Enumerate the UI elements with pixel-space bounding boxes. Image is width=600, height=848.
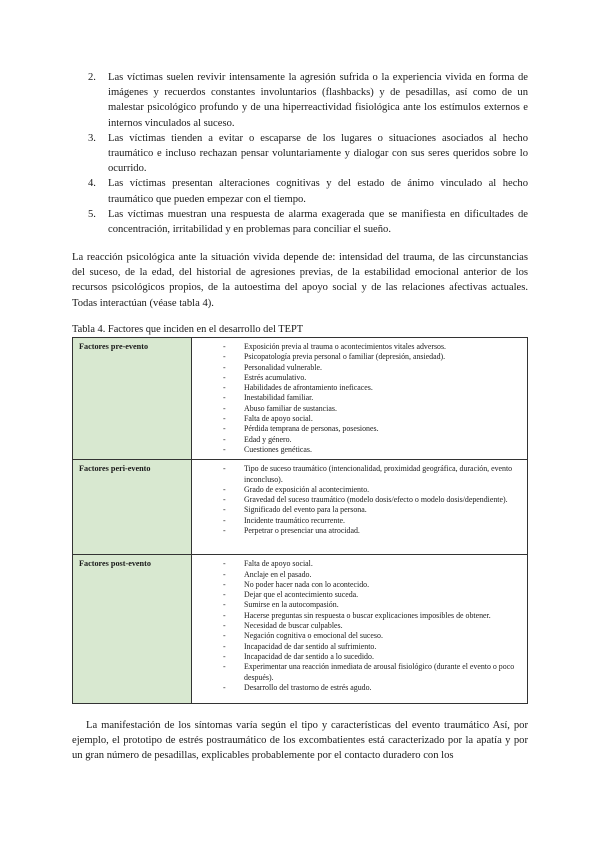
factor-item-text: Perpetrar o presenciar una atrocidad.: [244, 526, 360, 536]
factor-item: [198, 435, 521, 445]
factor-list-cell: [192, 555, 528, 704]
factor-item: [198, 414, 521, 424]
list-item-text: Las víctimas suelen revivir intensamente la agresión sufrida o la experiencia vivida en forma de imágenes y recuerdos constantes involuntarios (flashbacks) y de pesadillas, así como de un malestar psicológico profundo y de una hiperreactividad fisiológica ante los estímulos externos e internos vinculados al suceso.: [108, 72, 528, 129]
factor-item-text: Dejar que el acontecimiento suceda.: [244, 590, 359, 600]
list-item-number: 3.: [88, 132, 96, 144]
factor-item-text: Inestabilidad familiar.: [244, 393, 314, 403]
factor-item: [198, 526, 521, 536]
dash-bullet: -: [223, 362, 226, 372]
dash-bullet: -: [223, 631, 226, 641]
factor-item: [198, 485, 521, 495]
dash-bullet: -: [223, 424, 226, 434]
factor-item-text: Edad y género.: [244, 434, 292, 444]
factor-item-text: Falta de apoyo social.: [244, 559, 313, 569]
dash-bullet: -: [223, 600, 226, 610]
factor-item: [198, 383, 521, 393]
factor-item: [198, 495, 521, 505]
list-item-number: 4.: [88, 178, 96, 190]
factor-item: [198, 611, 521, 621]
factor-item: [198, 464, 521, 485]
list-item: [72, 70, 528, 131]
dash-bullet: -: [223, 682, 226, 692]
factor-item: [198, 580, 521, 590]
factor-item-text: Sumirse en la autocompasión.: [244, 600, 339, 610]
dash-bullet: -: [223, 403, 226, 413]
factor-item-text: Negación cognitiva o emocional del suceso.: [244, 631, 383, 641]
factor-item-text: Estrés acumulativo.: [244, 372, 307, 382]
factor-item-text: Desarrollo del trastorno de estrés agudo.: [244, 682, 372, 692]
dash-bullet: -: [223, 372, 226, 382]
dash-bullet: -: [223, 484, 226, 494]
factor-item-text: Incidente traumático recurrente.: [244, 515, 345, 525]
list-item-number: 5.: [88, 208, 96, 220]
factor-item: [198, 424, 521, 434]
factor-item: [198, 373, 521, 383]
factor-list: [198, 464, 521, 536]
dash-bullet: -: [223, 393, 226, 403]
factor-item-text: Falta de apoyo social.: [244, 414, 313, 424]
dash-bullet: -: [223, 569, 226, 579]
factor-item: [198, 352, 521, 362]
factor-item-text: Abuso familiar de sustancias.: [244, 403, 337, 413]
dash-bullet: -: [223, 444, 226, 454]
factor-item-text: Habilidades de afrontamiento ineficaces.: [244, 383, 373, 393]
factor-item: [198, 559, 521, 569]
dash-bullet: -: [223, 662, 226, 672]
factor-item-text: Cuestiones genéticas.: [244, 444, 312, 454]
list-item-text: Las víctimas muestran una respuesta de alarma exagerada que se manifiesta en dificultades de concentración, irritabilidad y en problemas para conciliar el sueño.: [108, 208, 528, 236]
list-item: [72, 207, 528, 237]
factor-category: Factores peri-evento: [73, 460, 192, 555]
dash-bullet: -: [223, 383, 226, 393]
factor-category: Factores post-evento: [73, 555, 192, 704]
factor-item-text: No poder hacer nada con lo acontecido.: [244, 579, 370, 589]
factor-item-text: Personalidad vulnerable.: [244, 362, 323, 372]
factor-item: [198, 404, 521, 414]
list-item-number: 2.: [88, 72, 96, 83]
factor-item-text: Incapacidad de dar sentido a lo sucedido.: [244, 651, 374, 661]
factor-item: [198, 642, 521, 652]
dash-bullet: -: [223, 464, 226, 474]
factor-item: [198, 363, 521, 373]
dash-bullet: -: [223, 621, 226, 631]
body-paragraph: La reacción psicológica ante la situación vivida depende de: intensidad del trauma, de las circunstancias del suceso, de la edad, del historial de agresiones previas, de la estabilidad emocional anterior de los recursos psicológicos propios, de la autoestima del apoyo social y de las relaciones afectivas actuales. Todas interactúan (véase tabla 4).: [72, 252, 528, 309]
factor-list: [198, 559, 521, 693]
dash-bullet: -: [223, 342, 226, 351]
factor-item: [198, 516, 521, 526]
factor-item-text: Exposición previa al trauma o acontecimientos vitales adversos.: [244, 342, 447, 351]
factor-item-text: Grado de exposición al acontecimiento.: [244, 484, 370, 494]
list-item-text: Las víctimas presentan alteraciones cognitivas y del estado de ánimo vinculado al hecho traumático que pueden empezar con el tiempo.: [108, 178, 528, 205]
factor-item: [198, 631, 521, 641]
factor-item-text: Necesidad de buscar culpables.: [244, 621, 343, 631]
dash-bullet: -: [223, 590, 226, 600]
factor-item-text: Experimentar una reacción inmediata de arousal fisiológico (durante el evento o poco después).: [244, 662, 515, 682]
dash-bullet: -: [223, 651, 226, 661]
factor-item: [198, 445, 521, 455]
dash-bullet: -: [223, 505, 226, 515]
factor-item-text: Pérdida temprana de personas, posesiones.: [244, 424, 379, 434]
table-caption: Tabla 4. Factores que inciden en el desarrollo del TEPT: [72, 324, 304, 335]
factor-item-text: Incapacidad de dar sentido al sufrimiento.: [244, 641, 377, 651]
dash-bullet: -: [223, 559, 226, 569]
factor-item: [198, 505, 521, 515]
numbered-list: [72, 70, 528, 237]
dash-bullet: -: [223, 526, 226, 536]
factor-item: [198, 342, 521, 352]
body-paragraph: La manifestación de los síntomas varía según el tipo y características del evento traumático Así, por ejemplo, el prototipo de estrés postraumático de los excombatientes está caracterizado por la apatía y por un gran número de pesadillas, explicables probablemente por el contacto duradero con los: [72, 720, 528, 762]
dash-bullet: -: [223, 515, 226, 525]
factor-list: [198, 342, 521, 455]
factors-table-body: [73, 338, 528, 704]
dash-bullet: -: [223, 495, 226, 505]
factor-category: Factores pre-evento: [73, 338, 192, 460]
dash-bullet: -: [223, 414, 226, 424]
factor-item: [198, 621, 521, 631]
dash-bullet: -: [223, 610, 226, 620]
list-item: [72, 131, 528, 177]
dash-bullet: -: [223, 641, 226, 651]
list-item: [72, 176, 528, 206]
factor-item: [198, 600, 521, 610]
dash-bullet: -: [223, 434, 226, 444]
table-row: [73, 338, 528, 460]
table-row: [73, 555, 528, 704]
factor-item: [198, 662, 521, 683]
list-item-text: Las víctimas tienden a evitar o escaparse de los lugares o situaciones asociados al hecho traumático e incluso rechazan pensar voluntariamente y dialogar con sus seres queridos sobre lo ocurrido.: [108, 132, 528, 175]
factor-item-text: Psicopatología previa personal o familiar (depresión, ansiedad).: [244, 352, 446, 362]
factor-item: [198, 683, 521, 693]
factor-list-cell: [192, 460, 528, 555]
factor-item-text: Gravedad del suceso traumático (modelo dosis/efecto o modelo dosis/dependiente).: [244, 495, 508, 505]
factor-item: [198, 393, 521, 403]
factor-item-text: Significado del evento para la persona.: [244, 505, 367, 515]
factor-list-cell: [192, 338, 528, 460]
dash-bullet: -: [223, 579, 226, 589]
factor-item: [198, 570, 521, 580]
factor-item-text: Hacerse preguntas sin respuesta o buscar explicaciones imposibles de obtener.: [244, 610, 491, 620]
factor-item: [198, 590, 521, 600]
table-row: [73, 460, 528, 555]
factors-table: [72, 337, 528, 704]
factor-item-text: Tipo de suceso traumático (intencionalidad, proximidad geográfica, duración, evento inconcluso).: [244, 464, 513, 484]
factor-item-text: Anclaje en el pasado.: [244, 569, 312, 579]
dash-bullet: -: [223, 352, 226, 362]
factor-item: [198, 652, 521, 662]
